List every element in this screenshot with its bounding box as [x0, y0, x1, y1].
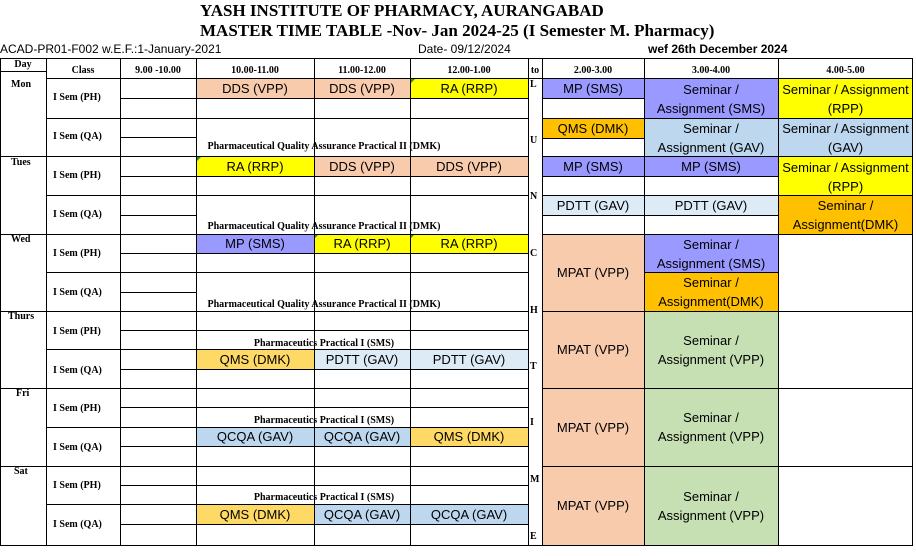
class-label-qa: I Sem (QA)	[53, 442, 102, 453]
sat-slot-3: Seminar / Assignment (VPP)	[644, 466, 778, 545]
col-header-day: Day	[14, 59, 32, 70]
fri-qa-slot-10: QCQA (GAV)	[196, 427, 314, 446]
day-fri: Fri	[16, 388, 30, 399]
col-header-11: 11.00-12.00	[338, 65, 386, 76]
tue-qa-slot-3: PDTT (GAV)	[644, 196, 778, 215]
practical-label-thu: Pharmaceutics Practical I (SMS)	[253, 338, 395, 349]
wed-ph-slot-11: RA (RRP)	[314, 234, 410, 253]
wed-qa-slot-3: Seminar / Assignment(DMK)	[644, 273, 778, 311]
class-label-ph: I Sem (PH)	[53, 92, 101, 103]
sat-qa-slot-11: QCQA (GAV)	[314, 505, 410, 524]
class-label-ph: I Sem (PH)	[53, 403, 101, 414]
col-header-class: Class	[71, 65, 95, 76]
issue-date: Date- 09/12/2024	[418, 42, 511, 56]
lunch-letter: H	[530, 305, 538, 316]
practical-label-fri: Pharmaceutics Practical I (SMS)	[253, 415, 395, 426]
mon-ph-slot-3: Seminar / Assignment (SMS)	[644, 79, 778, 119]
col-header-to: to	[530, 65, 540, 76]
lunch-letter: L	[530, 79, 537, 90]
mon-ph-slot-4: Seminar / Assignment (RPP)	[778, 79, 913, 119]
practical-label-mon: Pharmaceutical Quality Assurance Practical II (DMK)	[207, 141, 441, 152]
wed-ph-slot-10: MP (SMS)	[196, 234, 314, 253]
mon-ph-slot-10: DDS (VPP)	[196, 79, 314, 98]
lunch-letter: E	[530, 531, 537, 542]
thu-qa-slot-11: PDTT (GAV)	[314, 350, 410, 369]
timetable-grid	[0, 58, 913, 545]
timetable-title: MASTER TIME TABLE -Nov- Jan 2024-25 (I Semester M. Pharmacy)	[200, 21, 715, 40]
mon-ph-slot-11: DDS (VPP)	[314, 79, 410, 98]
tue-ph-slot-12: DDS (VPP)	[410, 157, 528, 176]
lunch-letter: T	[530, 361, 537, 372]
thu-slot-2: MPAT (VPP)	[542, 311, 644, 388]
lunch-letter: U	[530, 135, 538, 146]
sat-slot-2: MPAT (VPP)	[542, 466, 644, 545]
col-header-10: 10.00-11.00	[231, 65, 279, 76]
day-sat: Sat	[14, 466, 28, 477]
mon-qa-slot-4: Seminar / Assignment (GAV)	[778, 119, 913, 157]
col-header-9: 9.00 -10.00	[135, 65, 181, 76]
day-tue: Tues	[11, 157, 31, 168]
class-label-qa: I Sem (QA)	[53, 519, 102, 530]
tue-ph-slot-2: MP (SMS)	[542, 157, 644, 176]
class-label-ph: I Sem (PH)	[53, 480, 101, 491]
thu-qa-slot-12: PDTT (GAV)	[410, 350, 528, 369]
effective-date: wef 26th December 2024	[648, 42, 788, 56]
class-label-ph: I Sem (PH)	[53, 170, 101, 181]
sat-qa-slot-12: QCQA (GAV)	[410, 505, 528, 524]
class-label-qa: I Sem (QA)	[53, 365, 102, 376]
wed-slot-2: MPAT (VPP)	[542, 234, 644, 311]
day-mon: Mon	[11, 79, 31, 90]
class-label-ph: I Sem (PH)	[53, 248, 101, 259]
sat-qa-slot-10: QMS (DMK)	[196, 505, 314, 524]
fri-slot-3: Seminar / Assignment (VPP)	[644, 388, 778, 466]
col-header-4: 4.00-5.00	[826, 65, 865, 76]
thu-qa-slot-10: QMS (DMK)	[196, 350, 314, 369]
tue-ph-slot-10: RA (RRP)	[196, 157, 314, 176]
document-code: ACAD-PR01-F002 w.E.F.:1-January-2021	[0, 42, 222, 56]
mon-ph-slot-2: MP (SMS)	[542, 79, 644, 98]
lunch-letter: M	[530, 474, 540, 485]
tue-ph-slot-11: DDS (VPP)	[314, 157, 410, 176]
tue-ph-slot-3: MP (SMS)	[644, 157, 778, 176]
institute-name: YASH INSTITUTE OF PHARMACY, AURANGABAD	[200, 1, 604, 20]
class-label-qa: I Sem (QA)	[53, 131, 102, 142]
lunch-letter: N	[530, 191, 538, 202]
class-label-qa: I Sem (QA)	[53, 209, 102, 220]
tue-ph-slot-4: Seminar / Assignment (RPP)	[778, 157, 913, 196]
fri-slot-2: MPAT (VPP)	[542, 388, 644, 466]
practical-label-sat: Pharmaceutics Practical I (SMS)	[253, 492, 395, 503]
practical-label-tue: Pharmaceutical Quality Assurance Practical II (DMK)	[207, 221, 441, 232]
wed-ph-slot-3: Seminar / Assignment (SMS)	[644, 234, 778, 273]
practical-label-wed: Pharmaceutical Quality Assurance Practical II (DMK)	[207, 299, 441, 310]
col-header-12: 12.00-1.00	[447, 65, 491, 76]
tue-qa-slot-2: PDTT (GAV)	[542, 196, 644, 215]
tue-qa-slot-4: Seminar / Assignment(DMK)	[778, 196, 913, 234]
class-label-qa: I Sem (QA)	[53, 287, 102, 298]
class-label-ph: I Sem (PH)	[53, 326, 101, 337]
mon-ph-slot-12: RA (RRP)	[410, 79, 528, 98]
col-header-2: 2.00-3.00	[573, 65, 613, 76]
mon-qa-slot-3: Seminar / Assignment (GAV)	[644, 119, 778, 157]
thu-slot-3: Seminar / Assignment (VPP)	[644, 311, 778, 388]
fri-qa-slot-11: QCQA (GAV)	[314, 427, 410, 446]
fri-qa-slot-12: QMS (DMK)	[410, 427, 528, 446]
day-thu: Thurs	[8, 311, 35, 322]
lunch-letter: C	[530, 248, 538, 259]
wed-ph-slot-12: RA (RRP)	[410, 234, 528, 253]
col-header-3: 3.00-4.00	[691, 65, 731, 76]
mon-qa-slot-2: QMS (DMK)	[542, 119, 644, 138]
day-wed: Wed	[11, 234, 31, 245]
lunch-letter: I	[530, 417, 534, 428]
